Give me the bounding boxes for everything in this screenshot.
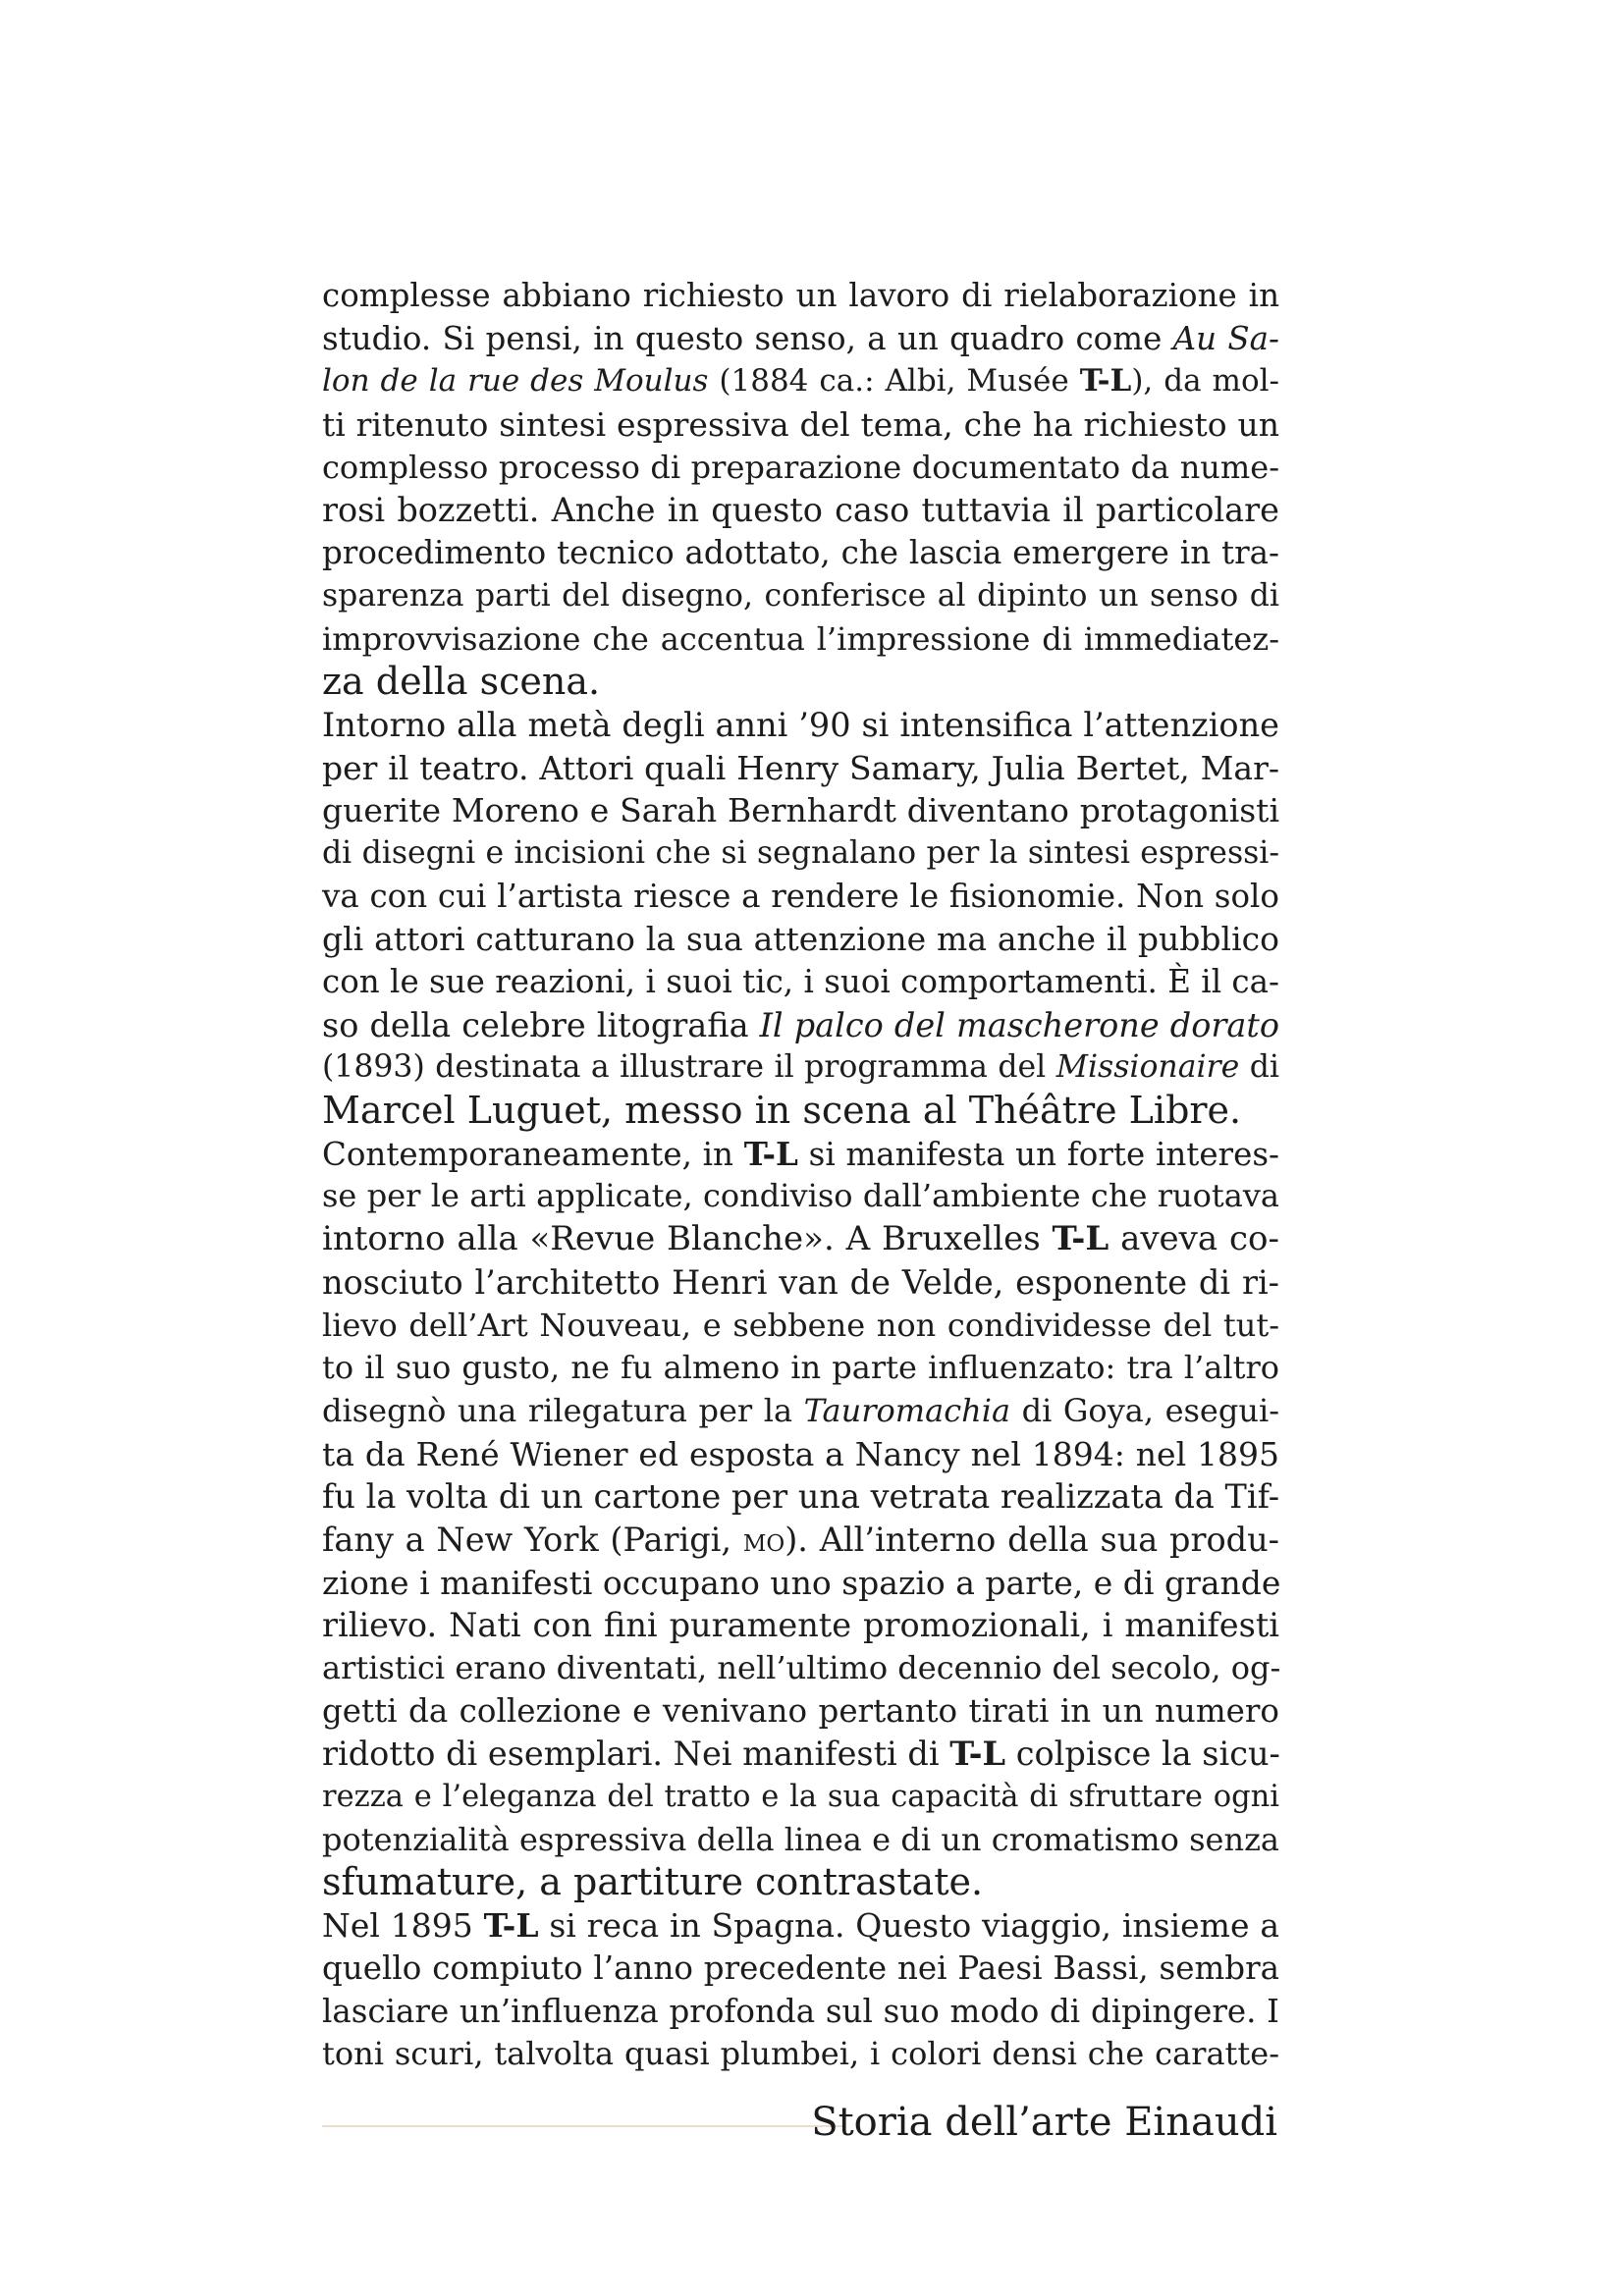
text-line: [322, 2033, 1279, 2076]
text-segment: ). All’interno della sua produ-: [784, 1520, 1279, 1559]
text-line: [322, 489, 1279, 532]
text-line: [322, 1218, 1279, 1261]
text-line: [322, 1347, 1279, 1390]
text-segment: di: [1239, 1049, 1279, 1086]
text-line: [322, 1861, 1279, 1904]
text-segment: zione i manifesti occupano uno spazio a parte, e di grande: [322, 1563, 1281, 1602]
author-abbreviation: T-L: [483, 1906, 539, 1946]
text-segment: si manifesta un forte interes-: [797, 1135, 1279, 1173]
footer-rule: [322, 2125, 844, 2127]
text-segment: potenzialità espressiva della linea e di un cromatismo senza: [322, 1820, 1279, 1858]
text-segment: ti ritenuto sintesi espressiva del tema, che ha richiesto un: [322, 405, 1279, 445]
text-segment: complesse abbiano richiesto un lavoro di rielaborazione in: [322, 277, 1279, 314]
text-segment: guerite Moreno e Sarah Bernhardt diventano protagonisti: [322, 791, 1279, 830]
text-segment: rezza e l’eleganza del tratto e la sua capacità di sfruttare ogni: [322, 1780, 1279, 1815]
text-segment: di Goya, esegui-: [1010, 1391, 1280, 1429]
text-line: [322, 661, 1279, 704]
text-line: [322, 1475, 1279, 1519]
text-line: [322, 618, 1279, 662]
text-segment: disegnò una rilegatura per la: [322, 1391, 804, 1429]
text-segment: toni scuri, talvolta quasi plumbei, i colori densi che caratte-: [322, 2035, 1279, 2073]
text-line: [322, 275, 1279, 318]
text-segment: Intorno alla metà degli anni ’90 si intensifica l’attenzione: [322, 705, 1279, 744]
text-line: [322, 318, 1279, 361]
text-line: [322, 1390, 1279, 1433]
italic-title: Missionaire: [1055, 1049, 1240, 1086]
text-segment: intorno alla «Revue Blanche». A Bruxelles: [322, 1219, 1053, 1259]
text-segment: ridotto di esemplari. Nei manifesti di: [322, 1735, 950, 1774]
museum-abbreviation: mo: [742, 1520, 785, 1559]
text-segment: Marcel Luguet, messo in scena al Théâtre Libre.: [322, 1089, 1242, 1133]
italic-title: Au Sa-: [1172, 319, 1279, 357]
text-segment: procedimento tecnico adottato, che lascia emergere in tra-: [322, 534, 1279, 572]
text-segment: colpisce la sicu-: [1005, 1735, 1280, 1774]
text-segment: complesso processo di preparazione documentato da nume-: [322, 448, 1279, 486]
text-segment: Contemporaneamente, in: [322, 1135, 744, 1173]
text-segment: getti da collezione e venivano pertanto tirati in un numero: [322, 1691, 1279, 1730]
text-line: [322, 1733, 1279, 1776]
text-line: [322, 1433, 1279, 1476]
text-line: [322, 1604, 1279, 1647]
text-segment: nosciuto l’architetto Henri van de Velde, esponente di ri-: [322, 1262, 1279, 1302]
text-line: [322, 1904, 1279, 1948]
text-line: [322, 1519, 1279, 1562]
body-text: [322, 275, 1279, 2076]
text-segment: ), da mol-: [1131, 363, 1279, 400]
text-line: [322, 532, 1279, 575]
author-abbreviation: T-L: [743, 1134, 798, 1173]
text-segment: za della scena.: [322, 660, 601, 704]
text-segment: aveva co-: [1109, 1219, 1279, 1259]
text-line: [322, 1305, 1279, 1348]
text-line: [322, 1133, 1279, 1176]
author-abbreviation: T-L: [949, 1735, 1006, 1774]
italic-title: Tauromachia: [803, 1391, 1011, 1429]
text-line: [322, 747, 1279, 790]
text-segment: (1893) destinata a illustrare il programma del: [322, 1049, 1056, 1086]
text-segment: so della celebre litografia: [322, 1005, 760, 1044]
text-segment: per il teatro. Attori quali Henry Samary, Julia Bertet, Mar-: [322, 748, 1279, 787]
text-line: [322, 918, 1279, 961]
text-segment: rosi bozzetti. Anche in questo caso tuttavia il particolare: [322, 491, 1279, 530]
text-line: [322, 1046, 1279, 1090]
text-segment: quello compiuto l’anno precedente nei Paesi Bassi, sembra: [322, 1949, 1279, 1987]
text-line: [322, 876, 1279, 919]
text-line: [322, 961, 1279, 1004]
text-line: [322, 1647, 1279, 1690]
text-line: [322, 704, 1279, 747]
text-line: [322, 832, 1279, 876]
text-segment: fany a New York (Parigi,: [322, 1520, 743, 1559]
text-line: [322, 1819, 1279, 1862]
text-line: [322, 447, 1279, 490]
text-segment: gli attori catturano la sua attenzione ma anche il pubblico: [322, 920, 1279, 959]
text-segment: sfumature, a partiture contrastate.: [322, 1860, 984, 1904]
text-segment: si reca in Spagna. Questo viaggio, insieme a: [538, 1906, 1279, 1946]
text-line: [322, 1090, 1279, 1133]
author-abbreviation: T-L: [1079, 363, 1132, 400]
text-segment: va con cui l’artista riesce a rendere le fisionomie. Non solo: [322, 877, 1279, 915]
text-line: [322, 1175, 1279, 1218]
text-line: [322, 360, 1279, 403]
text-line: [322, 1004, 1279, 1047]
text-line: [322, 1991, 1279, 2034]
author-abbreviation: T-L: [1052, 1219, 1109, 1259]
text-segment: sparenza parti del disegno, conferisce al dipinto un senso di: [322, 577, 1279, 614]
text-segment: con le sue reazioni, i suoi tic, i suoi comportamenti. È il ca-: [322, 963, 1279, 1000]
text-segment: rilievo. Nati con fini puramente promozionali, i manifesti: [322, 1606, 1279, 1645]
text-segment: artistici erano diventati, nell’ultimo decennio del secolo, og-: [322, 1649, 1281, 1686]
text-line: [322, 575, 1279, 618]
text-segment: lasciare un’influenza profonda sul suo modo di dipingere. I: [322, 1992, 1279, 2030]
text-segment: to il suo gusto, ne fu almeno in parte influenzato: tra l’altro: [322, 1349, 1279, 1387]
text-line: [322, 1562, 1279, 1605]
text-segment: improvvisazione che accentua l’impressione di immediatez-: [322, 619, 1279, 658]
text-segment: (1884 ca.: Albi, Musée: [708, 363, 1080, 400]
text-segment: lievo dell’Art Nouveau, e sebbene non condividesse del tut-: [322, 1306, 1279, 1344]
text-line: [322, 1690, 1279, 1734]
text-line: [322, 789, 1279, 832]
italic-title: lon de la rue des Moulus: [322, 363, 709, 400]
text-line: [322, 1948, 1279, 1991]
text-segment: ta da René Wiener ed esposta a Nancy nel 1894: nel 1895: [322, 1434, 1279, 1473]
text-segment: fu la volta di un cartone per una vetrata realizzata da Tif-: [322, 1477, 1280, 1517]
text-line: [322, 403, 1279, 447]
footer-title: Storia dell’arte Einaudi: [811, 2100, 1277, 2145]
italic-title: Il palco del mascherone dorato: [759, 1005, 1279, 1044]
text-line: [322, 1776, 1279, 1819]
text-segment: di disegni e incisioni che si segnalano per la sintesi espressi-: [322, 834, 1279, 871]
text-segment: Nel 1895: [322, 1906, 484, 1946]
text-line: [322, 1261, 1279, 1305]
text-segment: se per le arti applicate, condiviso dall’ambiente che ruotava: [322, 1177, 1279, 1215]
text-segment: studio. Si pensi, in questo senso, a un quadro come: [322, 319, 1173, 357]
